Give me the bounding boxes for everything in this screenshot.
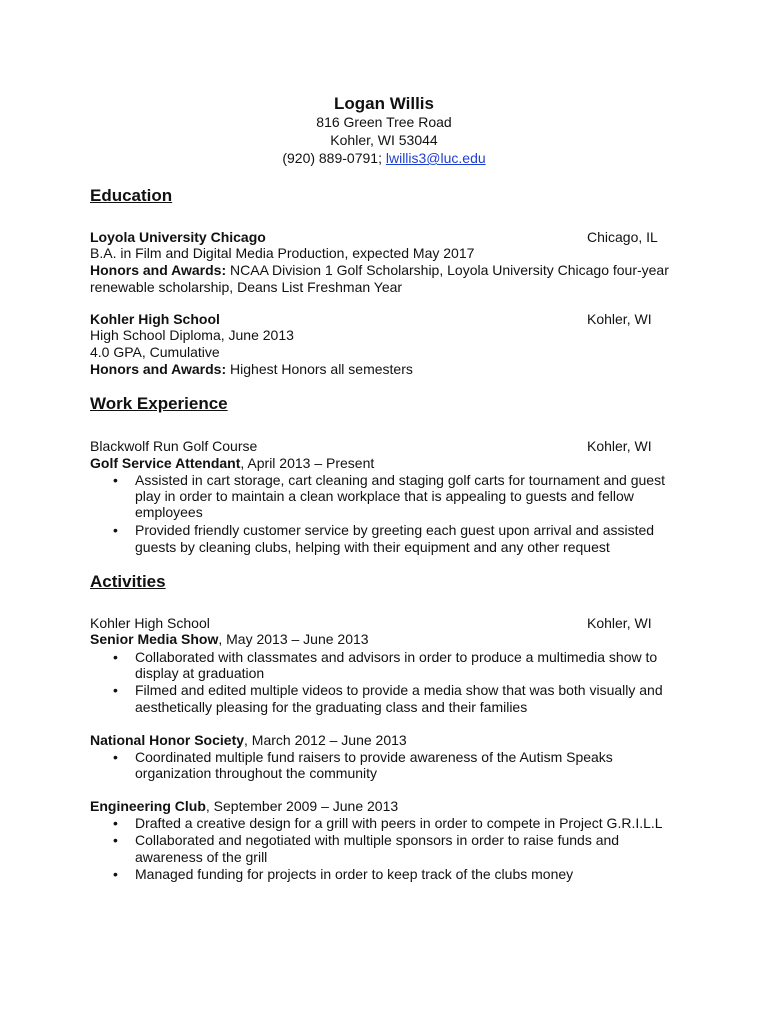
activity-dates: , March 2012 – June 2013	[244, 732, 407, 748]
contact-line	[0, 150, 768, 167]
bullet-marker: •	[113, 866, 118, 882]
eng-bullet-2-line1: Collaborated and negotiated with multiple sponsors in order to raise funds and	[135, 832, 620, 848]
gpa-kohler: 4.0 GPA, Cumulative	[90, 344, 220, 360]
candidate-name: Logan Willis	[334, 94, 434, 113]
school-location-kohler: Kohler, WI	[587, 311, 652, 327]
job-title: Golf Service Attendant	[90, 455, 241, 471]
degree-loyola: B.A. in Film and Digital Media Production, expected May 2017	[90, 245, 475, 261]
honors-loyola-line1	[90, 262, 669, 279]
media-bullet-2-line1: Filmed and edited multiple videos to provide a media show that was both visually and	[135, 682, 663, 698]
eng-bullet-3-line1: Managed funding for projects in order to keep track of the clubs money	[135, 866, 574, 882]
activity-title: National Honor Society	[90, 732, 245, 748]
activity-dates: , May 2013 – June 2013	[218, 631, 369, 647]
employer-location: Kohler, WI	[587, 438, 652, 454]
education-heading: Education	[90, 186, 173, 205]
work-bullet-1-line2: play in order to maintain a clean workplace that is appealing to guests and fellow	[135, 488, 634, 504]
activity-dates: , September 2009 – June 2013	[205, 798, 399, 814]
activity-title: Senior Media Show	[90, 631, 219, 647]
bullet-marker: •	[113, 815, 118, 831]
honors-text: Highest Honors all semesters	[226, 361, 413, 377]
email-link[interactable]: lwillis3@luc.edu	[385, 150, 486, 166]
job-title-line	[90, 455, 374, 472]
street-address: 816 Green Tree Road	[316, 114, 452, 130]
activities-heading: Activities	[90, 572, 166, 591]
media-bullet-2-line2: aesthetically pleasing for the graduating class and their families	[135, 699, 528, 715]
honors-label: Honors and Awards:	[90, 361, 227, 377]
media-bullet-1-line2: display at graduation	[135, 665, 265, 681]
activity-title: Engineering Club	[90, 798, 206, 814]
school-location-loyola: Chicago, IL	[587, 229, 658, 245]
bullet-marker: •	[113, 472, 118, 488]
honors-kohler	[90, 361, 413, 378]
media-show-title-line	[90, 631, 369, 648]
media-bullet-1-line1: Collaborated with classmates and advisors in order to produce a multimedia show to	[135, 649, 658, 665]
eng-bullet-2-line2: awareness of the grill	[135, 849, 268, 865]
city-state-zip: Kohler, WI 53044	[330, 132, 438, 148]
bullet-marker: •	[113, 749, 118, 765]
honors-loyola-line2: renewable scholarship, Deans List Freshman Year	[90, 279, 403, 295]
employer-name: Blackwolf Run Golf Course	[90, 438, 258, 454]
work-bullet-2-line2: guests by cleaning clubs, helping with their equipment and any other request	[135, 539, 610, 555]
nhs-bullet-1-line2: organization throughout the community	[135, 765, 378, 781]
school-name-loyola: Loyola University Chicago	[90, 229, 266, 245]
eng-bullet-1-line1: Drafted a creative design for a grill with peers in order to compete in Project G.R.I.L.L	[135, 815, 663, 831]
bullet-marker: •	[113, 832, 118, 848]
work-bullet-2-line1: Provided friendly customer service by greeting each guest upon arrival and assisted	[135, 522, 655, 538]
job-dates: , April 2013 – Present	[240, 455, 375, 471]
nhs-bullet-1-line1: Coordinated multiple fund raisers to provide awareness of the Autism Speaks	[135, 749, 613, 765]
bullet-marker: •	[113, 522, 118, 538]
activity-org: Kohler High School	[90, 615, 210, 631]
honors-text: NCAA Division 1 Golf Scholarship, Loyola University Chicago four-year	[226, 262, 669, 278]
work-experience-heading: Work Experience	[90, 394, 228, 413]
bullet-marker: •	[113, 682, 118, 698]
diploma-kohler: High School Diploma, June 2013	[90, 327, 294, 343]
school-name-kohler: Kohler High School	[90, 311, 220, 327]
activity-location: Kohler, WI	[587, 615, 652, 631]
honors-label: Honors and Awards:	[90, 262, 227, 278]
work-bullet-1-line3: employees	[135, 504, 203, 520]
bullet-marker: •	[113, 649, 118, 665]
nhs-title-line	[90, 732, 407, 749]
phone-number: (920) 889-0791;	[282, 150, 386, 166]
engineering-title-line	[90, 798, 398, 815]
work-bullet-1-line1: Assisted in cart storage, cart cleaning and staging golf carts for tournament and guest	[135, 472, 665, 488]
